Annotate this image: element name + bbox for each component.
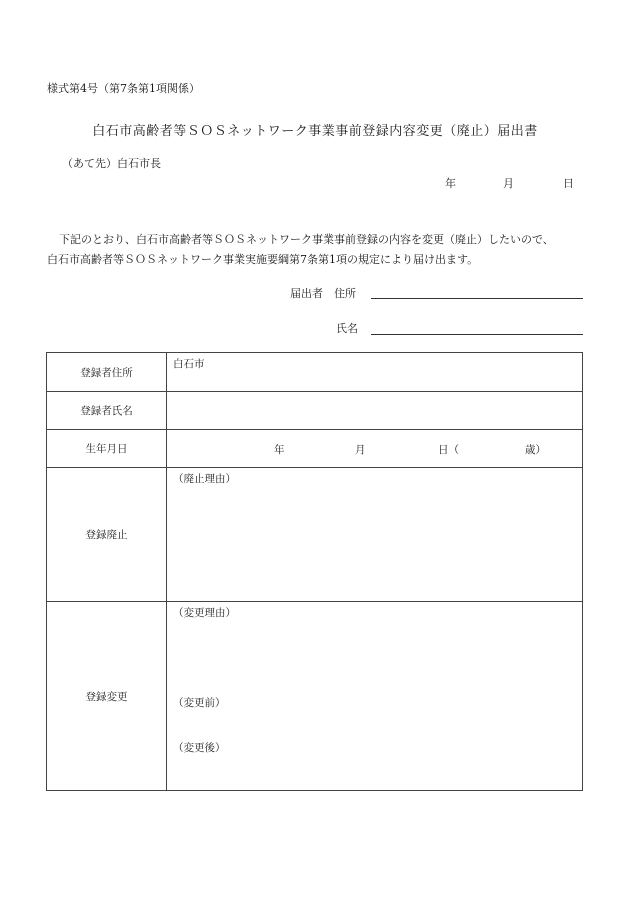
dob-field[interactable]: [167, 430, 583, 468]
body-line-2: 白石市高齢者等ＳＯＳネットワーク事業実施要綱第7条第1項の規定により届け出ます。: [47, 253, 479, 266]
change-field[interactable]: [167, 602, 583, 791]
table-row-dob: [47, 430, 583, 468]
table-row-name: [47, 392, 583, 430]
body-text: [47, 230, 587, 270]
body-line-1: 下記のとおり、白石市高齢者等ＳＯＳネットワーク事業事前登録の内容を変更（廃止）したいので、: [59, 233, 554, 246]
dob-label: 生年月日: [47, 430, 167, 468]
applicant-address-label: 届出者 住所: [290, 287, 356, 300]
date-year-label: 年: [445, 177, 456, 190]
applicant-name-label: 氏名: [336, 322, 358, 335]
abolish-reason-label: （廃止理由）: [173, 473, 236, 485]
abolish-label: 登録廃止: [47, 468, 167, 602]
page-title: 白石市高齢者等ＳＯＳネットワーク事業事前登録内容変更（廃止）届出書: [92, 124, 538, 139]
form-number: 様式第4号（第7条第1項関係）: [47, 82, 200, 95]
table-row-abolish: [47, 468, 583, 602]
name-field[interactable]: [167, 392, 583, 430]
name-label: 登録者氏名: [47, 392, 167, 430]
change-label: 登録変更: [47, 602, 167, 791]
address-value: 白石市: [173, 358, 205, 370]
applicant-address-field[interactable]: [371, 298, 583, 299]
applicant-name-field[interactable]: [371, 334, 583, 335]
change-reason-label: （変更理由）: [173, 607, 236, 619]
table-row-change: [47, 602, 583, 791]
table-row-address: [47, 353, 583, 392]
address-label: 登録者住所: [47, 353, 167, 392]
address-field[interactable]: [167, 353, 583, 392]
dob-day: 日（: [438, 444, 459, 456]
abolish-field[interactable]: [167, 468, 583, 602]
change-after-label: （変更後）: [173, 742, 226, 754]
dob-year: 年: [274, 444, 285, 456]
addressee: （あて先）白石市長: [62, 157, 161, 170]
dob-age: 歳）: [525, 444, 546, 456]
date-month-label: 月: [503, 177, 514, 190]
dob-month: 月: [355, 444, 366, 456]
date-day-label: 日: [563, 177, 574, 190]
registration-table: [46, 352, 583, 791]
change-before-label: （変更前）: [173, 697, 226, 709]
